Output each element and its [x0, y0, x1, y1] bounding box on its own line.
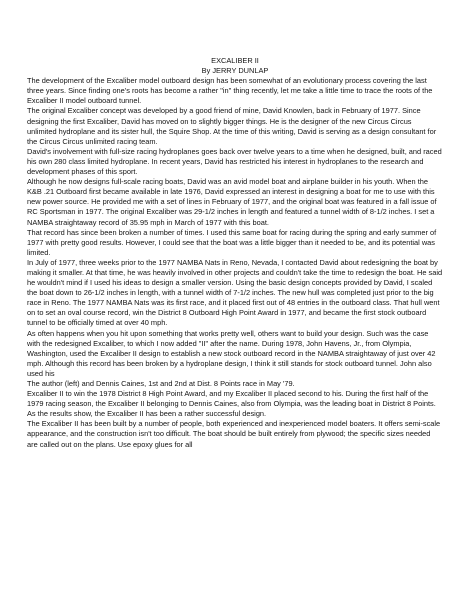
photo-caption: The author (left) and Dennis Caines, 1st and 2nd at Dist. 8 Points race in May '79. [27, 379, 295, 388]
paragraph: In July of 1977, three weeks prior to the 1977 NAMBA Nats in Reno, Nevada, I contacted David about redesigning the boat by making it smaller. At that time, he was heavily involved in other projects and couldn't take the time to redesign the boat. He said he wouldn't mind if I used his ideas to design a smaller version. Using the basic design concepts provided by David, I scaled the boat down to 26-1/2 inches in length, with a tunnel width of 7-1/2 inches. The new hull was completed just prior to the big race in Reno. The 1977 NAMBA Nats was its first race, and it placed first out of 48 entries in the outboard class. That hull went on to set an oval course record, win the District 8 Outboard High Point Award in 1977, and became the first stock outboard tunnel to be officially timed at over 40 mph. [27, 257, 443, 328]
article-title: EXCALIBER II [211, 56, 259, 65]
article-byline: By JERRY DUNLAP [201, 66, 269, 76]
paragraph: Although he now designs full-scale racing boats, David was an avid model boat and airplane builder in his youth. When the K&B .21 Outboard first became available in late 1976, David expressed an interest in designing a boat for me to use with this new power source. He provided me with a set of lines in February of 1977, and the original boat was featured in a fall issue of RC Sportsman in 1977. The original Excaliber was 29-1/2 inches in length and featured a tunnel width of 8-1/2 inches. I set a NAMBA straightaway record of 35.95 mph in March of 1977 with this boat. [27, 177, 437, 227]
paragraph: David's involvement with full-size racing hydroplanes goes back over twelve years to a time when he designed, built, and raced his own 280 class limited hydroplane. In recent years, David has restricted his interest in hydroplanes to the research and development phases of this sport. [27, 146, 442, 177]
paragraph: The original Excaliber concept was developed by a good friend of mine, David Knowlen, back in February of 1977. Since designing the first Excaliber, David has moved on to slightly bigger things. He is the designer of the new Circus Circus unlimited hydroplane and its sister hull, the Squire Shop. At the time of this writing, David is serving as a design consultant for the Circus Circus unlimited racing team. [27, 106, 437, 146]
paragraph: Excaliber II to win the 1978 District 8 High Point Award, and my Excaliber II placed second to his. During the first half of the 1979 racing season, the Excaliber II belonging to Dennis Caines, also from Olympia, was the leading boat in District 8 Points. As the results show, the Excaliber II has been a rather successful design. [27, 389, 436, 419]
paragraph: As often happens when you hit upon something that works pretty well, others want to build your design. Such was the case with the redesigned Excaliber, to which I now added "II" after the name. During 1978, John Havens, Jr., from Olympia, Washington, used the Excaliber II design to establish a new stock outboard record in the NAMBA straightaway of just over 42 mph. Although this record has been broken by a hydroplane design, I think it still stands for stock outboard tunnel. John also used his [27, 328, 436, 378]
paragraph: The development of the Excaliber model outboard design has been somewhat of an evolutionary process covering the last three years. Since finding one's roots has become a rather "in" thing recently, let me take a little time to trace the roots of the Excaliber II model outboard tunnel. [27, 76, 433, 106]
paragraph: That record has since been broken a number of times. I used this same boat for racing during the spring and early summer of 1977 with pretty good results. However, I could see that the boat was a little bigger than it needed to be, and its potential was limited. [27, 227, 437, 257]
article-body [27, 56, 443, 450]
article-heading [27, 56, 443, 76]
paragraph: The Excaliber II has been built by a number of people, both experienced and inexperienced model boaters. It offers semi-scale appearance, and the construction isn't too difficult. The boat should be built entirely from plywood; the specific sizes needed are called out on the plans. Use epoxy glues for all [27, 419, 441, 449]
